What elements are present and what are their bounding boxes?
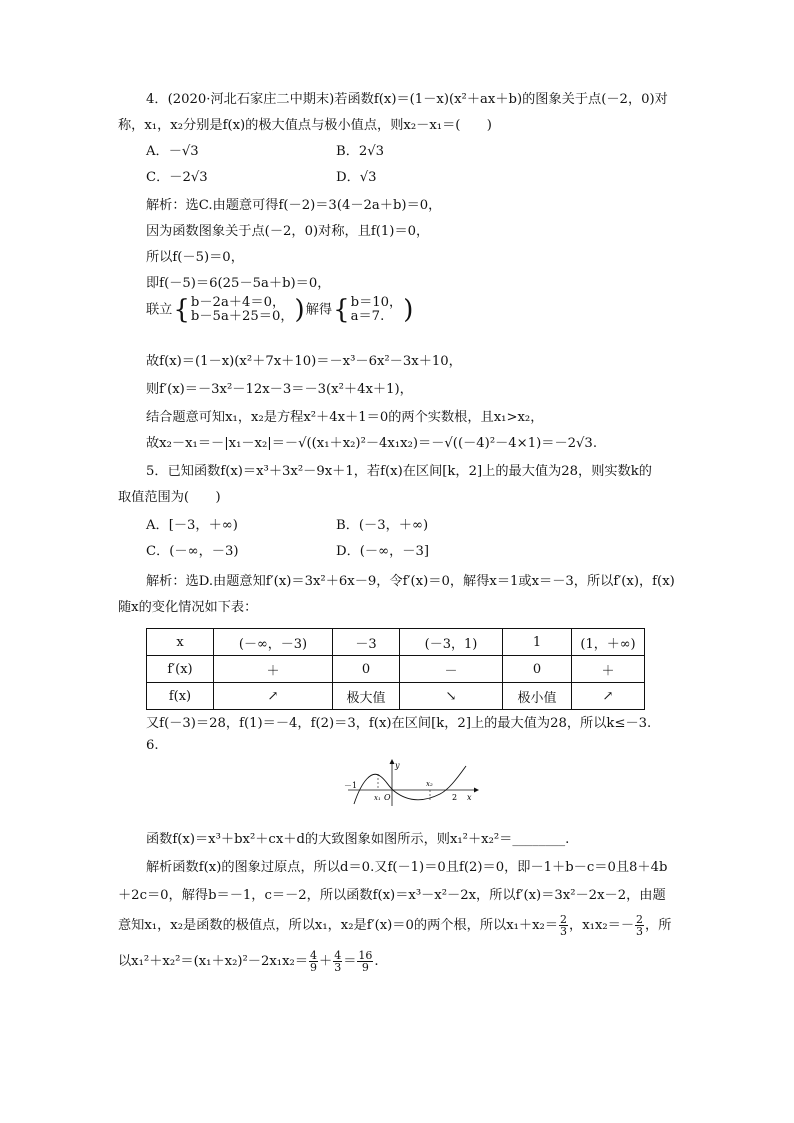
graph-label-two: 2 (452, 793, 458, 802)
left-brace-2: { (333, 295, 350, 325)
table-cell: 极大值 (333, 683, 400, 710)
q4-option-c: C．－2√3 (146, 170, 208, 185)
system-eq2: b－5a＋25＝0， (190, 309, 294, 324)
table-cell: ↘ (400, 683, 503, 710)
fraction-numerator: 2 (636, 913, 644, 926)
fraction (559, 914, 568, 937)
fraction-numerator: 4 (310, 949, 318, 962)
graph-label-x2: x₂ (426, 780, 433, 788)
table-cell: 1 (503, 629, 572, 656)
q4-solution-line9: 故x₂－x₁＝－|x₁－x₂|＝－√((x₁＋x₂)²－4x₁x₂)＝－√((－4)²－4×1)＝－2√3. (146, 436, 598, 451)
text-segment: ，x₁x₂＝－ (569, 918, 635, 933)
table-cell: ↗ (572, 683, 645, 710)
table-cell: 0 (333, 656, 400, 683)
left-brace: { (173, 295, 190, 325)
table-cell: (1，＋∞) (572, 629, 645, 656)
table-cell: 0 (503, 656, 572, 683)
function-curve (354, 766, 466, 804)
fraction (635, 914, 644, 937)
table-cell: －3 (333, 629, 400, 656)
q4-option-d: D．√3 (336, 170, 377, 185)
text-segment: 以x₁²＋x₂²＝(x₁＋x₂)²－2x₁x₂＝ (118, 954, 309, 969)
x-axis-arrow (474, 788, 479, 793)
fraction (309, 950, 318, 973)
y-axis-arrow (390, 759, 395, 764)
q4-equation-system (146, 296, 414, 324)
table-cell: ＋ (214, 656, 333, 683)
fraction-numerator: 16 (358, 949, 373, 962)
table-cell: f(x) (147, 683, 214, 710)
graph-label-x1: x₁ (374, 794, 381, 802)
system-result1: b＝10， (350, 295, 403, 310)
graph-label-minus-one: －1 (344, 781, 358, 790)
table-cell: x (147, 629, 214, 656)
system-results (351, 296, 403, 324)
q4-solution-line8: 结合题意可知x₁，x₂是方程x²＋4x＋1＝0的两个实数根，且x₁>x₂， (146, 410, 544, 425)
system-prefix: 联立 (146, 302, 173, 318)
q4-option-b: B．2√3 (336, 144, 385, 159)
text-segment: ＋ (319, 954, 333, 969)
graph-label-origin: O (384, 793, 391, 802)
q4-stem-line1: 4．(2020·河北石家庄二中期末)若函数f(x)＝(1－x)(x²＋ax＋b)的图象关于点(－2，0)对 (146, 92, 668, 107)
system-result2: a＝7. (350, 309, 385, 324)
q4-solution-line4: 即f(－5)＝6(25－5a＋b)＝0， (146, 276, 331, 291)
q5-solution-line2: 随x的变化情况如下表： (118, 600, 258, 615)
q5-option-a: A．[－3，＋∞) (146, 518, 238, 533)
q4-solution-line3: 所以f(－5)＝0， (146, 250, 244, 265)
table-cell: 极小值 (503, 683, 572, 710)
q5-stem-line2: 取值范围为( ) (118, 490, 221, 505)
table-row (147, 629, 645, 656)
text-segment: . (374, 954, 379, 969)
text-segment: ＝ (343, 954, 357, 969)
q6-solution-line1: 解析函数f(x)的图象过原点，所以d＝0.又f(－1)＝0且f(2)＝0，即－1＋b－c＝0且8＋4b (146, 860, 668, 875)
fraction-denominator: 3 (636, 925, 644, 938)
q6-number: 6. (146, 738, 159, 753)
right-brace: ) (294, 295, 305, 325)
fraction-denominator: 3 (560, 925, 568, 938)
text-segment: ，所 (645, 918, 672, 933)
system-eq1: b－2a＋4＝0， (190, 295, 286, 310)
q4-option-a: A．－√3 (146, 144, 199, 159)
q4-stem-line2: 称，x₁，x₂分别是f(x)的极大值点与极小值点，则x₂－x₁＝( ) (118, 118, 492, 133)
graph-label-x: x (467, 793, 472, 802)
system-solve-text: 解得 (305, 302, 333, 318)
cubic-function-graph (344, 760, 478, 808)
table-cell: ↗ (214, 683, 333, 710)
table-cell: f′(x) (147, 656, 214, 683)
q5-stem-line1: 5．已知函数f(x)＝x³＋3x²－9x＋1，若f(x)在区间[k，2]上的最大值为28，则实数k的 (146, 464, 652, 479)
table-row (147, 683, 645, 710)
table-cell: － (400, 656, 503, 683)
fraction-numerator: 2 (560, 913, 568, 926)
q5-option-b: B．(－3，＋∞) (336, 518, 429, 533)
fraction-numerator: 4 (334, 949, 342, 962)
q6-solution-line4 (118, 950, 379, 974)
q4-solution-line2: 因为函数图象关于点(－2，0)对称，且f(1)＝0， (146, 224, 430, 239)
table-cell: ＋ (572, 656, 645, 683)
fraction (333, 950, 342, 973)
graph-label-y: y (395, 761, 400, 770)
right-brace-2: ) (403, 295, 414, 325)
q5-solution-line1: 解析：选D.由题意知f′(x)＝3x²＋6x－9，令f′(x)＝0，解得x＝1或x＝－3，所以f′(x)，f(x) (146, 574, 675, 589)
q4-solution-line7: 则f′(x)＝－3x²－12x－3＝－3(x²＋4x＋1)， (146, 382, 413, 397)
text-segment: 意知x₁，x₂是函数的极值点，所以x₁，x₂是f′(x)＝0的两个根，所以x₁＋x₂＝ (118, 918, 559, 933)
fraction (357, 950, 373, 973)
q4-solution-line6: 故f(x)＝(1－x)(x²＋7x＋10)＝－x³－6x²－3x＋10， (146, 354, 462, 369)
table-row (147, 656, 645, 683)
table-cell: (－3，1) (400, 629, 503, 656)
q6-solution-line2: ＋2c＝0，解得b＝－1，c＝－2，所以函数f(x)＝x³－x²－2x，所以f′(x)＝3x²－2x－2，由题 (118, 888, 666, 903)
fraction-denominator: 9 (310, 961, 318, 974)
q4-solution-line1: 解析：选C.由题意可得f(－2)＝3(4－2a＋b)＝0， (146, 198, 442, 213)
q5-option-d: D．(－∞，－3] (336, 544, 429, 559)
system-equations (191, 296, 294, 324)
q6-solution-line3 (118, 914, 671, 938)
q6-stem: 函数f(x)＝x³＋bx²＋cx＋d的大致图象如图所示，则x₁²＋x₂²＝________. (146, 832, 570, 847)
table-cell: (－∞，－3) (214, 629, 333, 656)
variation-table (146, 628, 645, 710)
q5-option-c: C．(－∞，－3) (146, 544, 239, 559)
fraction-denominator: 3 (334, 961, 342, 974)
q5-solution-line3: 又f(－3)＝28，f(1)＝－4，f(2)＝3，f(x)在区间[k，2]上的最大值为28，所以k≤－3. (146, 716, 652, 731)
fraction-denominator: 9 (361, 961, 369, 974)
